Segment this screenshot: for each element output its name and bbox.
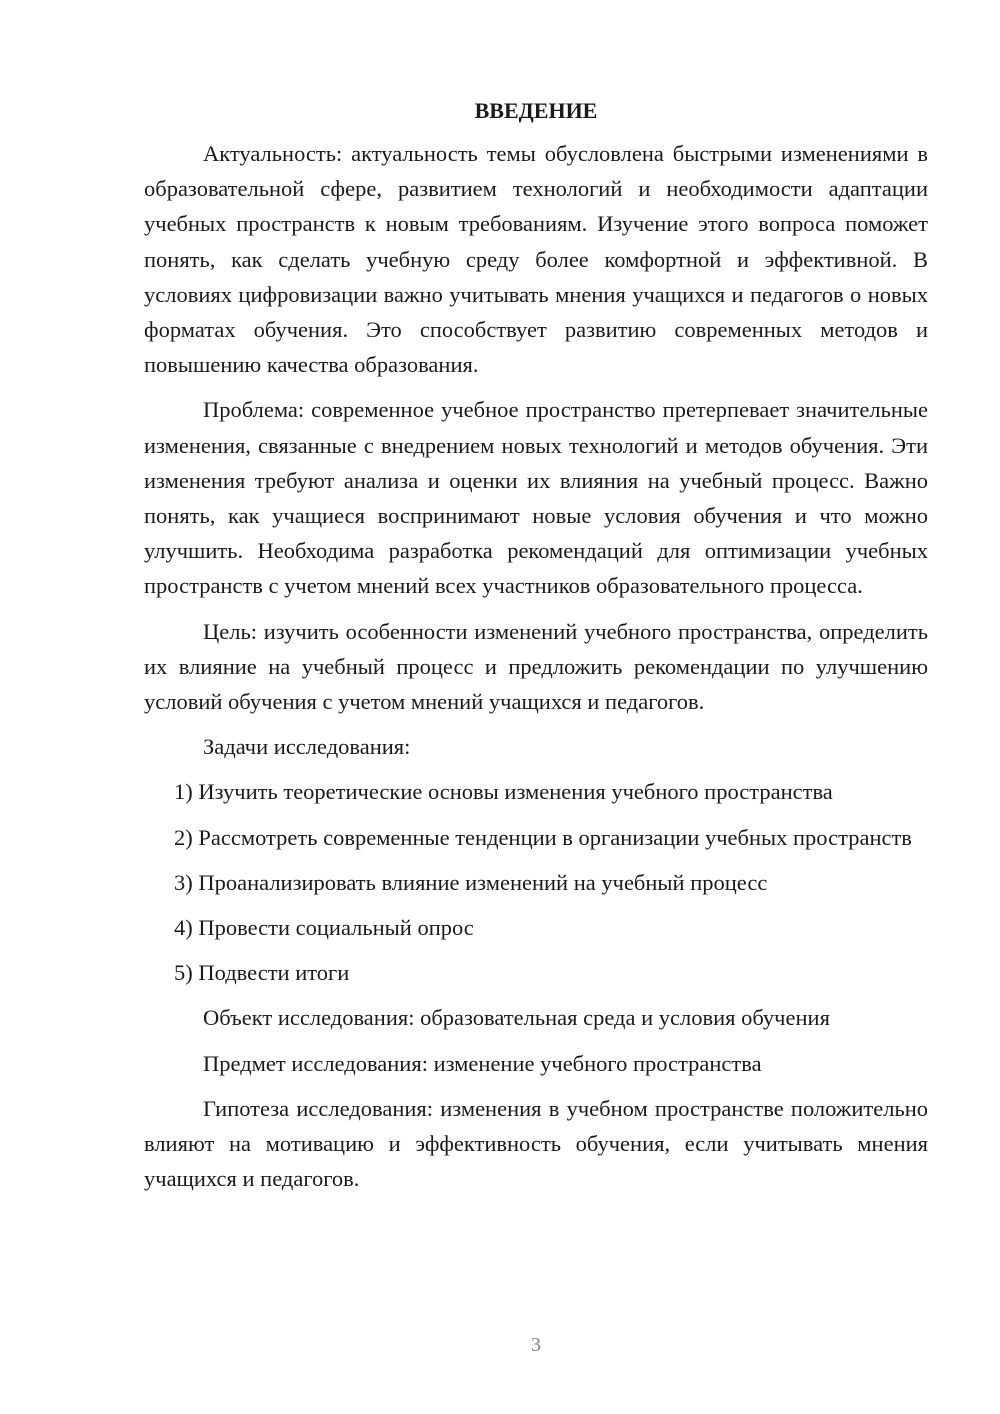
hypothesis-paragraph: Гипотеза исследования: изменения в учебном пространстве положительно влияют на мотивацию и эффективность обучения, если учитывать мнения учащихся и педагогов. bbox=[144, 1095, 928, 1192]
goal-paragraph: Цель: изучить особенности изменений учебного пространства, определить их влияние на учебный процесс и предложить рекомендации по улучшению условий обучения с учетом мнений учащихся и педагогов. bbox=[144, 618, 928, 715]
object-paragraph: Объект исследования: образовательная среда и условия обучения bbox=[203, 1005, 830, 1031]
document-body bbox=[144, 96, 928, 1206]
problem-paragraph: Проблема: современное учебное пространство претерпевает значительные изменения, связанные с внедрением новых технологий и методов обучения. Эти изменения требуют анализа и оценки их влияния на учебный процесс. Важно понять, как учащиеся воспринимают новые условия обучения и что можно улучшить. Необходима разработка рекомендаций для оптимизации учебных пространств с учетом мнений всех участников образовательного процесса. bbox=[144, 397, 928, 599]
task-item: 1) Изучить теоретические основы изменения учебного пространства bbox=[174, 779, 833, 805]
tasks-heading: Задачи исследования: bbox=[203, 734, 411, 760]
task-item: 4) Провести социальный опрос bbox=[174, 915, 474, 941]
page-title: ВВЕДЕНИЕ bbox=[474, 98, 598, 123]
subject-paragraph: Предмет исследования: изменение учебного пространства bbox=[203, 1050, 762, 1076]
page-number: 3 bbox=[531, 1334, 541, 1356]
task-item: 5) Подвести итоги bbox=[174, 960, 350, 986]
relevance-paragraph: Актуальность: актуальность темы обусловлена быстрыми изменениями в образовательной сфере, развитием технологий и необходимости адаптации учебных пространств к новым требованиям. Изучение этого вопроса поможет понять, как сделать учебную среду более комфортной и эффективной. В условиях цифровизации важно учитывать мнения учащихся и педагогов о новых форматах обучения. Это способствует развитию современных методов и повышению качества образования. bbox=[144, 141, 928, 378]
task-item: 3) Проанализировать влияние изменений на учебный процесс bbox=[174, 869, 768, 895]
task-item: 2) Рассмотреть современные тенденции в организации учебных пространств bbox=[174, 824, 912, 850]
